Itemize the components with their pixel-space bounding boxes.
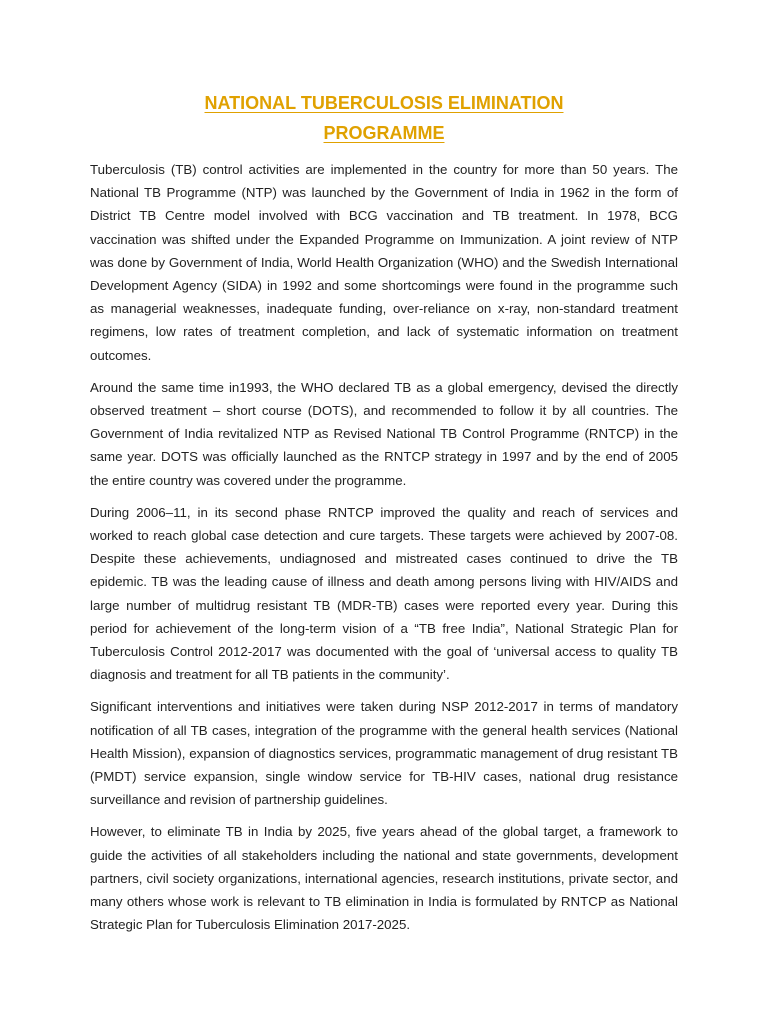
paragraph-elimination-plan: However, to eliminate TB in India by 2025, five years ahead of the global target, a framework to guide the activities of all stakeholders including the national and state governments, development partners, civil society organizations, international agencies, research institutions, private sector, and many others whose work is relevant to TB elimination in India is formulated by RNTCP as National Strategic Plan for Tuberculosis Elimination 2017-2025.: [90, 824, 678, 933]
page-title: [90, 88, 678, 148]
document-page: [90, 88, 678, 946]
title-line-2: PROGRAMME: [323, 123, 445, 143]
paragraph-interventions: Significant interventions and initiatives were taken during NSP 2012-2017 in terms of mandatory notification of all TB cases, integration of the programme with the general health services (National Health Mission), expansion of diagnostics services, programmatic management of drug resistant TB (PMDT) service expansion, single window service for TB-HIV cases, national drug resistance surveillance and revision of partnership guidelines.: [90, 699, 678, 808]
paragraph-dots: Around the same time in1993, the WHO declared TB as a global emergency, devised the directly observed treatment – short course (DOTS), and recommended to follow it by all countries. The Government of India revitalized NTP as Revised National TB Control Programme (RNTCP) in the same year. DOTS was officially launched as the RNTCP strategy in 1997 and by the end of 2005 the entire country was covered under the programme.: [90, 379, 678, 488]
paragraph-history: Tuberculosis (TB) control activities are implemented in the country for more than 50 years. The National TB Programme (NTP) was launched by the Government of India in 1962 in the form of District TB Centre model involved with BCG vaccination and TB treatment. In 1978, BCG vaccination was shifted under the Expanded Programme on Immunization. A joint review of NTP was done by Government of India, World Health Organization (WHO) and the Swedish International Development Agency (SIDA) in 1992 and some shortcomings were found in the programme such as managerial weaknesses, inadequate funding, over-reliance on x-ray, non-standard treatment regimens, low rates of treatment completion, and lack of systematic information on treatment outcomes.: [90, 162, 678, 363]
title-line-1: NATIONAL TUBERCULOSIS ELIMINATION: [204, 93, 564, 113]
paragraph-second-phase: During 2006–11, in its second phase RNTCP improved the quality and reach of services and worked to reach global case detection and cure targets. These targets were achieved by 2007-08. Despite these achievements, undiagnosed and mistreated cases continued to drive the TB epidemic. TB was the leading cause of illness and death among persons living with HIV/AIDS and large number of multidrug resistant TB (MDR-TB) cases were reported every year. During this period for achievement of the long-term vision of a “TB free India”, National Strategic Plan for Tuberculosis Control 2012-2017 was documented with the goal of ‘universal access to quality TB diagnosis and treatment for all TB patients in the community’.: [90, 504, 678, 683]
